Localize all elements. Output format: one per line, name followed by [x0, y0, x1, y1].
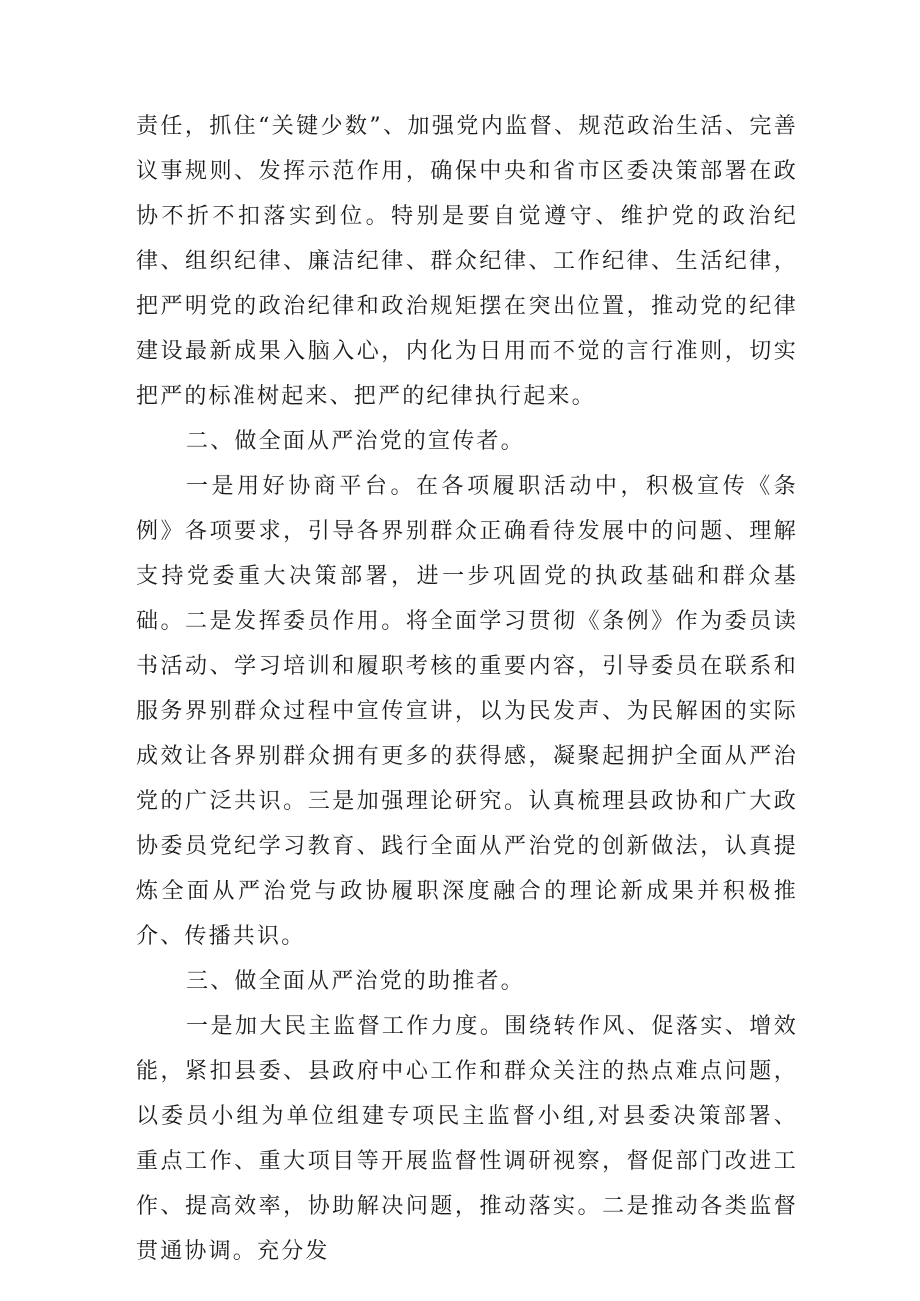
section-heading-2: 二、做全面从严治党的宣传者。 — [186, 429, 525, 454]
paragraph-section-3-body: 一是加大民主监督工作力度。围绕转作风、促落实、增效能，紧扣县委、县政府中心工作和群众关注的热点难点问题，以委员小组为单位组建专项民主监督小组,对县委决策部署、重点工作、重大项目等开展监督性调研视察，督促部门改进工作、提高效率，协助解决问题，推动落实。二是推动各类监督贯通协调。充分发 — [136, 1014, 798, 1264]
section-heading-3: 三、做全面从严治党的助推者。 — [186, 969, 525, 994]
paragraph-section-2-body: 一是用好协商平台。在各项履职活动中，积极宣传《条例》各项要求，引导各界别群众正确看待发展中的问题、理解支持党委重大决策部署，进一步巩固党的执政基础和群众基础。二是发挥委员作用。将全面学习贯彻《条例》作为委员读书活动、学习培训和履职考核的重要内容，引导委员在联系和服务界别群众过程中宣传宣讲，以为民发声、为民解困的实际成效让各界别群众拥有更多的获得感，凝聚起拥护全面从严治党的广泛共识。三是加强理论研究。认真梳理县政协和广大政协委员党纪学习教育、践行全面从严治党的创新做法，认真提炼全面从严治党与政协履职深度融合的理论新成果并积极推介、传播共识。 — [136, 474, 798, 949]
paragraph-continuation: 责任，抓住“关键少数”、加强党内监督、规范政治生活、完善议事规则、发挥示范作用，确保中央和省市区委决策部署在政协不折不扣落实到位。特别是要自觉遵守、维护党的政治纪律、组织纪律、廉洁纪律、群众纪律、工作纪律、生活纪律，把严明党的政治纪律和政治规矩摆在突出位置，推动党的纪律建设最新成果入脑入心，内化为日用而不觉的言行准则，切实把严的标准树起来、把严的纪律执行起来。 — [136, 114, 798, 409]
document-body — [136, 104, 798, 1274]
